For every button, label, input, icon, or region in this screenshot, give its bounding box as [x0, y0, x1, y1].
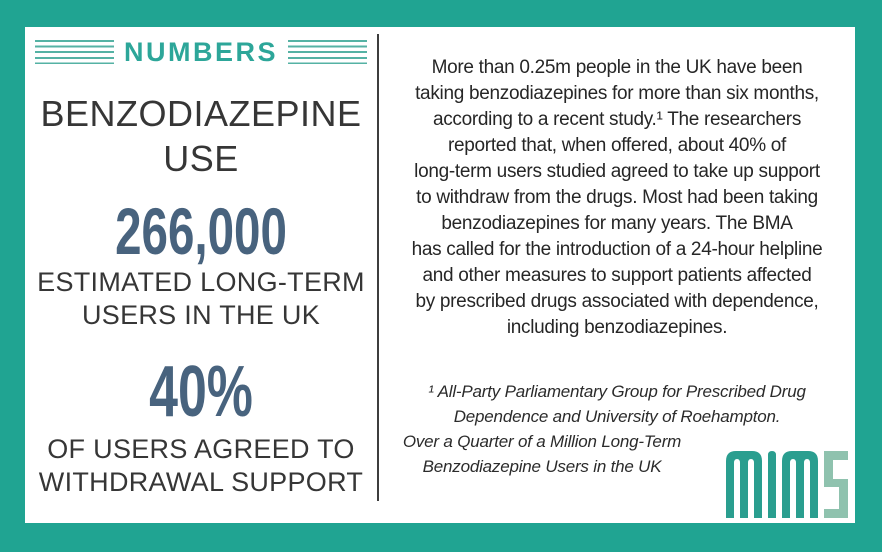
stats-panel: [25, 27, 377, 523]
paragraph-line: and other measures to support patients affected: [422, 265, 812, 286]
topic-title-line-2: USE: [163, 138, 239, 180]
paragraph-line: according to a recent study.¹ The researchers: [432, 109, 802, 130]
topic-title: [25, 91, 377, 182]
numbers-header: [35, 36, 367, 67]
paragraph-line: by prescribed drugs associated with dependence,: [415, 291, 819, 312]
summary-panel: [379, 27, 855, 523]
stat-caption-line: ESTIMATED LONG-TERM: [37, 267, 365, 298]
numbers-heading: NUMBERS: [124, 36, 279, 67]
paragraph-line: benzodiazepines for many years. The BMA: [441, 213, 793, 234]
content-panel: [25, 27, 855, 523]
paragraph-line: to withdraw from the drugs. Most had been taking: [416, 187, 818, 208]
footnote-title-line: Over a Quarter of a Million Long-Term: [402, 432, 682, 451]
paragraph-line: including benzodiazepines.: [506, 317, 728, 338]
stat-caption-line: OF USERS AGREED TO: [47, 433, 355, 464]
stat-caption-line: WITHDRAWAL SUPPORT: [38, 466, 364, 497]
paragraph-line: long-term users studied agreed to take up support: [414, 161, 820, 182]
stat-caption-line: USERS IN THE UK: [81, 300, 321, 331]
topic-title-line-1: BENZODIAZEPINE: [40, 93, 362, 134]
paragraph-line: has called for the introduction of a 24-hour helpline: [411, 239, 823, 260]
stat-value-withdrawal-support: 40%: [149, 352, 253, 433]
stat-caption-withdrawal-support: [25, 433, 377, 499]
footnote-source: [379, 379, 855, 429]
footnote-source-line: ¹ All-Party Parliamentary Group for Prescribed Drug: [428, 382, 806, 401]
header-lines-right-decoration: [288, 40, 367, 64]
mims-logo: [726, 448, 848, 518]
stat-withdrawal-support: [25, 352, 377, 498]
stat-value-long-term-users: 266,000: [115, 193, 287, 268]
paragraph-line: More than 0.25m people in the UK have been: [431, 57, 803, 78]
stat-caption-long-term-users: [25, 266, 377, 332]
header-lines-left-decoration: [35, 40, 114, 64]
paragraph-line: reported that, when offered, about 40% of: [447, 135, 787, 156]
summary-paragraph: [379, 55, 855, 341]
footnote-title-line: Benzodiazepine Users in the UK: [422, 457, 662, 476]
stat-long-term-users: [25, 193, 377, 333]
footnote-source-line: Dependence and University of Roehampton.: [453, 407, 781, 426]
paragraph-line: taking benzodiazepines for more than six months,: [415, 83, 819, 104]
footnote-study-title: [379, 429, 705, 479]
